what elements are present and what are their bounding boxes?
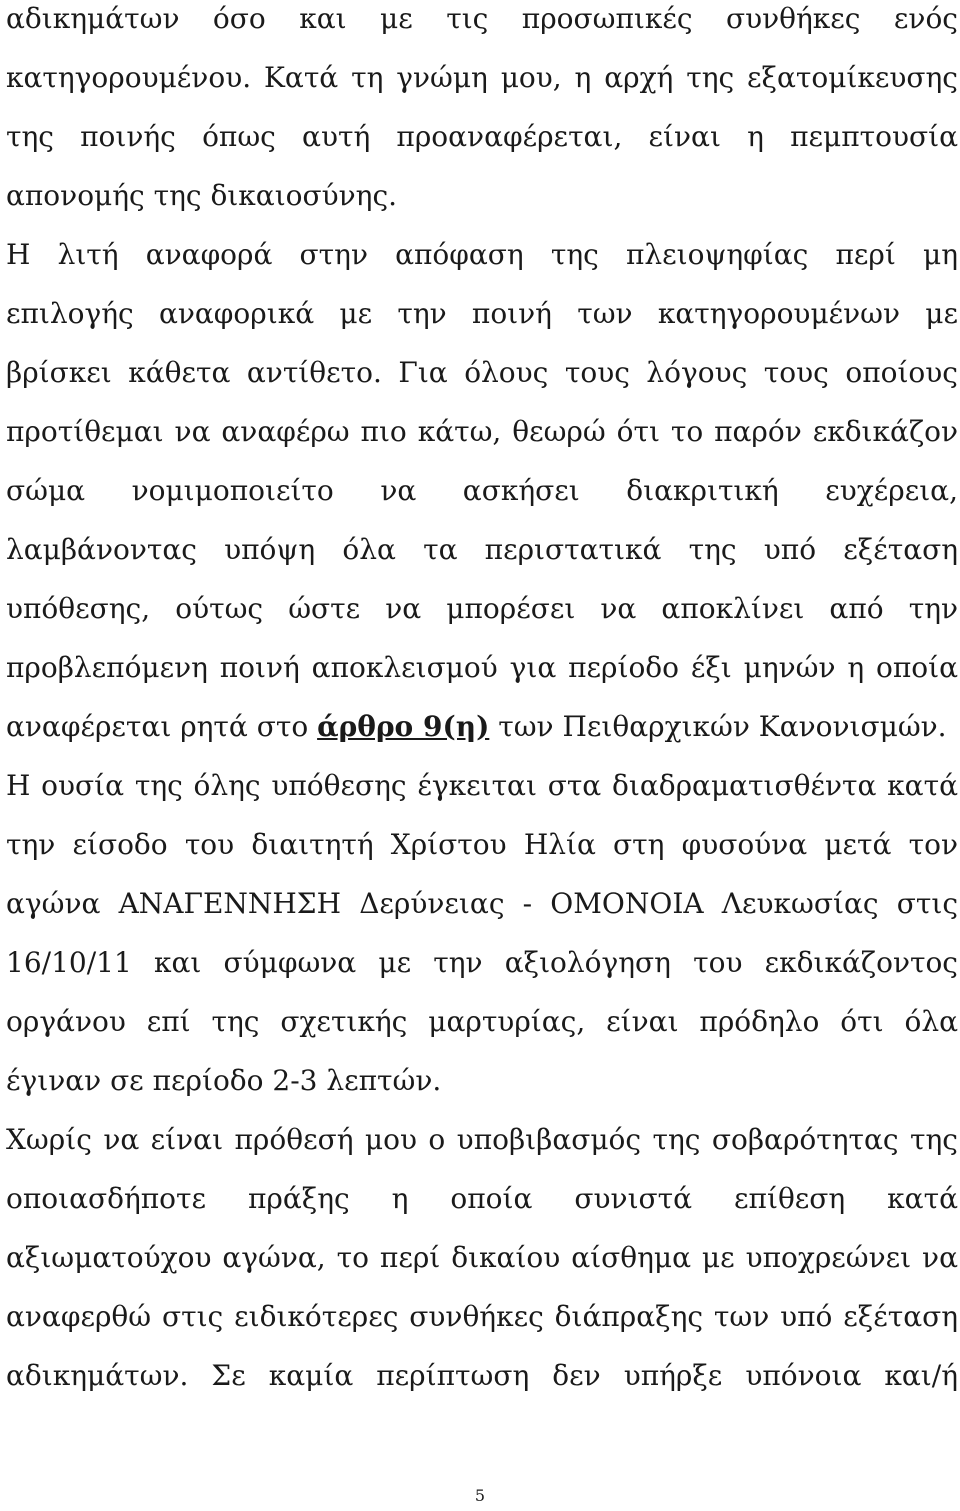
text-line: σώμα νομιμοποιείτο να ασκήσει διακριτική ευχέρεια, (6, 474, 958, 507)
text-run: αναφέρεται ρητά στο (6, 710, 318, 743)
text-line: αγώνα ΑΝΑΓΕΝΝΗΣΗ Δερύνειας - ΟΜΟΝΟΙΑ Λευκωσίας στις (6, 887, 958, 920)
article-reference: άρθρο 9(η) (317, 710, 490, 743)
text-line: βρίσκει κάθετα αντίθετο. Για όλους τους λόγους τους οποίους (6, 356, 958, 389)
paragraph-3 (6, 767, 958, 1121)
text-line: οποιασδήποτε πράξης η οποία συνιστά επίθεση κατά (6, 1182, 958, 1215)
text-line: Η λιτή αναφορά στην απόφαση της πλειοψηφίας περί μη (6, 238, 958, 271)
text-line: αδικημάτων. Σε καμία περίπτωση δεν υπήρξε υπόνοια και/ή (6, 1359, 958, 1392)
text-line: προβλεπόμενη ποινή αποκλεισμού για περίοδο έξι μηνών η οποία (6, 651, 958, 684)
text-line: Χωρίς να είναι πρόθεσή μου ο υποβιβασμός της σοβαρότητας της (6, 1123, 958, 1156)
text-line: την είσοδο του διαιτητή Χρίστου Ηλία στη φυσούνα μετά τον (6, 828, 958, 861)
text-line: οργάνου επί της σχετικής μαρτυρίας, είναι πρόδηλο ότι όλα (6, 1005, 958, 1038)
text-line: κατηγορουμένου. Κατά τη γνώμη μου, η αρχή της εξατομίκευσης (6, 61, 958, 94)
text-line: αξιωματούχου αγώνα, το περί δικαίου αίσθημα με υποχρεώνει να (6, 1241, 958, 1274)
paragraph-4 (6, 1121, 958, 1416)
page-number: 5 (474, 1486, 486, 1505)
text-line: επιλογής αναφορικά με την ποινή των κατηγορουμένων με (6, 297, 958, 330)
text-line: προτίθεμαι να αναφέρω πιο κάτω, θεωρώ ότι το παρόν εκδικάζον (6, 415, 958, 448)
text-line: υπόθεσης, ούτως ώστε να μπορέσει να αποκλίνει από την (6, 592, 958, 625)
text-line: έγιναν σε περίοδο 2-3 λεπτών. (6, 1064, 442, 1097)
document-page (6, 0, 958, 1416)
text-line: 16/10/11 και σύμφωνα με την αξιολόγηση του εκδικάζοντος (6, 946, 958, 979)
text-line: Η ουσία της όλης υπόθεσης έγκειται στα διαδραματισθέντα κατά (6, 769, 958, 802)
text-line: αδικημάτων όσο και με τις προσωπικές συνθήκες ενός (6, 2, 958, 35)
text-line: λαμβάνοντας υπόψη όλα τα περιστατικά της υπό εξέταση (6, 533, 958, 566)
text-line: της ποινής όπως αυτή προαναφέρεται, είναι η πεμπτουσία (6, 120, 958, 153)
text-run: των Πειθαρχικών Κανονισμών. (489, 710, 947, 743)
text-line (6, 708, 958, 767)
text-line: αναφερθώ στις ειδικότερες συνθήκες διάπραξης των υπό εξέταση (6, 1300, 958, 1333)
text-line: απονομής της δικαιοσύνης. (6, 179, 398, 212)
paragraph-2 (6, 236, 958, 767)
paragraph-1 (6, 0, 958, 236)
